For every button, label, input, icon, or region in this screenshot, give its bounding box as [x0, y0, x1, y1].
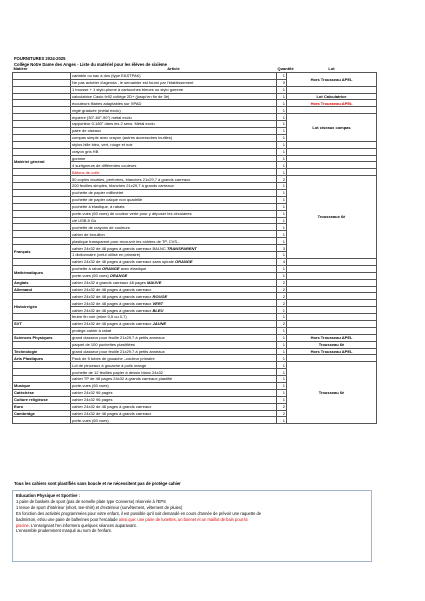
cell-matiere [13, 238, 71, 245]
cell-matiere [13, 100, 71, 107]
cell-lot: Trousseau 6è [287, 341, 377, 348]
cell-matiere: Catéchèse [13, 389, 71, 396]
text-segment: grand classeur pour feuille 21x29.7 à petits anneaux [72, 348, 165, 354]
eps-title: Education Physique et Sportive : [16, 493, 80, 498]
text-segment: cahier 24x32 de 48 pages à grands carreaux sans spirale [72, 259, 175, 265]
text-segment: paquet de 100 pochettes plastifiées [72, 341, 135, 347]
cell-quantite: 1 [277, 348, 287, 355]
cell-matiere: Matériel général [13, 155, 71, 169]
table-row [13, 258, 377, 265]
cell-matiere [13, 107, 71, 114]
text-segment: compas simple avec crayon (autres accessoires inutiles) [72, 135, 173, 141]
cell-quantite: 1 [277, 355, 287, 362]
table-row [13, 348, 377, 355]
table-row [13, 341, 377, 348]
cell-article [71, 162, 277, 169]
cell-quantite: 2 [277, 286, 287, 293]
cell-article [71, 245, 277, 252]
text-segment: 4 surligneurs de différentes couleurs [72, 162, 137, 168]
text-segment: grand classeur pour feuille 21x29.7 à petits anneaux [72, 335, 165, 341]
text-segment: cahier 24x32 de 48 pages à grands carreaux [72, 307, 153, 313]
cell-quantite: 1 [277, 128, 287, 135]
cell-quantite: 1 [277, 369, 287, 376]
table-row [13, 320, 377, 327]
cell-quantite: 2 [277, 293, 287, 300]
cell-lot [287, 272, 377, 279]
cell-article [71, 217, 277, 224]
cell-article [71, 224, 277, 231]
text-segment: cahier 24x32 de 48 pages à grands carreaux [72, 403, 152, 409]
cell-quantite: 1 [277, 265, 287, 272]
cell-article [71, 72, 277, 79]
text-segment: Pack de 5 tubes de gouache –couleur primaire [72, 355, 155, 361]
text-segment: clé USB 8 Go [72, 217, 97, 223]
cell-quantite: 1 [277, 307, 287, 314]
text-segment: plastique transparent pour recouvrir les cahiers de TP, CVS... [72, 238, 181, 244]
cell-matiere [13, 327, 71, 334]
cell-article [71, 417, 277, 424]
cell-matiere [13, 224, 71, 231]
cell-quantite: 1 [277, 141, 287, 148]
cell-quantite: 1 [277, 107, 287, 114]
cell-lot [287, 155, 377, 162]
text-segment: porte-vues (60 vues) [72, 383, 109, 389]
cell-article [71, 376, 277, 383]
text-segment: gomme [72, 155, 86, 161]
text-segment: crayon gris HB [72, 149, 99, 155]
cell-lot [287, 279, 377, 286]
text-segment: L'ensemble prudemment marqué au nom de l'enfant. [16, 528, 112, 534]
text-segment: avec élastique [119, 266, 147, 272]
cell-quantite: 1 [277, 183, 287, 190]
table-row [13, 334, 377, 341]
cell-matiere [13, 190, 71, 197]
cell-quantite: 2 [277, 410, 287, 417]
text-segment: pochette de papier calque non quadrillé [72, 197, 143, 203]
cell-article [71, 300, 277, 307]
cell-article [71, 155, 277, 162]
cell-quantite: 1 [277, 93, 287, 100]
cell-lot: Hors Trousseau APEL [287, 100, 377, 107]
text-segment: 1 trousse + 1 stylo-plume à cartouches bleues ou stylo gomme [72, 87, 184, 93]
cell-lot [287, 327, 377, 334]
cell-quantite: 1 [277, 224, 287, 231]
supplies-table [12, 66, 377, 424]
cell-article [71, 265, 277, 272]
text-segment: paire de ciseaux [72, 128, 102, 134]
cell-matiere: Mathématiques [13, 265, 71, 279]
eps-info-box [12, 490, 372, 562]
column-header-matiere: Matière [13, 66, 71, 72]
cell-quantite: 1 [277, 190, 287, 197]
cell-quantite: 1 [277, 376, 287, 383]
cell-article [71, 362, 277, 369]
text-segment: cahier 24x32 de 48 pages à grands carreaux BALNC [72, 245, 167, 251]
table-row [13, 176, 377, 183]
cell-quantite: 3 [277, 245, 287, 252]
table-row [13, 265, 377, 272]
text-segment: porte-vues (60 vues) de couleur verte pour y déposer les circulaires [72, 211, 192, 217]
text-segment: En fonction des activités programmées pour votre enfant, il est possible qu'il soit demandé en cours d'année de prévoir une raquette de [16, 510, 262, 516]
cell-article [71, 128, 277, 135]
cell-matiere [13, 293, 71, 300]
text-segment: cahier 24x32 de 48 pages à grands carreaux [72, 321, 153, 327]
cell-lot: Hors Trousseau APEL [287, 348, 377, 355]
cell-article [71, 396, 277, 403]
cell-quantite: 1 [277, 389, 287, 396]
text-segment: pochette de crayons de couleurs [72, 224, 130, 230]
column-header-article: Article [71, 66, 277, 72]
cell-matiere [13, 417, 71, 424]
text-segment: badminton, et/ou une paire de ballerines pour l'escalade [16, 516, 119, 522]
text-segment: ORANGE [109, 273, 128, 279]
cell-quantite: 1 [277, 272, 287, 279]
cell-article [71, 86, 277, 93]
text-segment: feutre fin noir (mine 0,5 ou 0,7) [72, 314, 127, 320]
eps-lines [16, 499, 368, 534]
cell-matiere: Arts Plastiques [13, 355, 71, 362]
cell-matiere: Technologie [13, 348, 71, 355]
text-segment: cahier 24x32 de 48 pages à grands carreaux [72, 300, 153, 306]
cell-quantite: 1 [277, 362, 287, 369]
text-segment: Lot de pinceaux à gouache à poils orange [72, 362, 147, 368]
cell-lot: Hors Trousseau APEL [287, 72, 377, 86]
cell-quantite: 2 [277, 300, 287, 307]
footer-note: Tous les cahiers sont plastifiés sans boucle et ne nécessitent pas de protège cahier [14, 481, 181, 486]
text-segment: ORANGE [102, 266, 120, 272]
cell-article [71, 279, 277, 286]
table-row [13, 293, 377, 300]
cell-matiere [13, 362, 71, 369]
text-segment: MAUVE [146, 279, 162, 285]
cell-lot: Hors Trousseau APEL [287, 334, 377, 341]
cell-quantite: 1 [277, 341, 287, 348]
cell-quantite: 1 [277, 72, 287, 79]
cell-article [71, 314, 277, 321]
text-segment: 1 dictionnaire (celui utilisé en primaire) [72, 252, 141, 258]
cell-matiere: Culture religieuse [13, 396, 71, 403]
table-row [13, 286, 377, 293]
text-segment: 200 feuilles simples, blanches 21x29,7 à grands carreaux [72, 183, 174, 189]
cell-article [71, 79, 277, 86]
cell-lot: Lot Calculatrice [287, 93, 377, 100]
cell-matiere [13, 169, 71, 176]
text-segment: calculatrice Casio fx92 collège 2D+ (jusqu'en fin de 3è) [72, 93, 170, 99]
cell-article [71, 190, 277, 197]
text-segment: protège cahier à rabat [72, 328, 112, 334]
text-segment: Bâtons de colle [72, 169, 100, 175]
cell-article [71, 169, 277, 176]
supplies-table-body [13, 72, 377, 423]
cell-lot [287, 286, 377, 293]
cell-article [71, 203, 277, 210]
text-segment: ainsi que: une paire de lunettes, un bonnet et un maillot de bain pour la [118, 516, 248, 522]
cell-article [71, 389, 277, 396]
cell-matiere [13, 196, 71, 203]
cell-article [71, 258, 277, 265]
cell-lot: Lot ciseaux compas [287, 114, 377, 142]
cell-article [71, 348, 277, 355]
cell-quantite: 1 [277, 134, 287, 141]
cell-lot [287, 86, 377, 93]
cell-matiere [13, 258, 71, 265]
text-segment: porte-vues (60 vues) [72, 417, 109, 423]
cell-article [71, 307, 277, 314]
cell-quantite: 1 [277, 114, 287, 121]
column-header-quantite: Quantité [277, 66, 294, 72]
document-title: FOURNITURES 2024-2025 [14, 56, 66, 61]
cell-lot [287, 265, 377, 272]
cell-article [71, 93, 277, 100]
table-row [13, 100, 377, 107]
text-segment: cartable ou sac à dos (type EASTPAK) [72, 73, 141, 79]
cell-matiere [13, 114, 71, 121]
text-segment: cahier 24x32 96 pages [72, 390, 113, 396]
cell-article [71, 148, 277, 155]
cell-matiere [13, 341, 71, 348]
cell-article [71, 134, 277, 141]
table-row [13, 148, 377, 155]
table-row [13, 355, 377, 362]
cell-quantite: 1 [277, 162, 287, 169]
cell-article [71, 293, 277, 300]
cell-matiere [13, 121, 71, 128]
text-segment: pochette à élastique, à rabats [72, 204, 125, 210]
table-row [13, 169, 377, 176]
text-segment: stylos bille bleu, vert, rouge et noir [72, 142, 133, 148]
cell-matiere [13, 134, 71, 141]
cell-matiere [13, 176, 71, 183]
cell-lot [287, 141, 377, 148]
cell-quantite: 1 [277, 217, 287, 224]
cell-lot [287, 320, 377, 327]
cell-matiere [13, 314, 71, 321]
cell-article [71, 176, 277, 183]
text-segment: écouteurs filaires adaptables sur l'IPAD [72, 100, 142, 106]
table-row [13, 72, 377, 79]
cell-matiere: Musique [13, 382, 71, 389]
cell-quantite: 1 [277, 252, 287, 259]
cell-matiere [13, 141, 71, 148]
table-row [13, 300, 377, 307]
cell-quantite: 1 [277, 396, 287, 403]
cell-article [71, 238, 277, 245]
cell-article [71, 320, 277, 327]
cell-quantite: 1 [277, 334, 287, 341]
cell-matiere: Sciences Physiques [13, 334, 71, 341]
cell-quantite: 1 [277, 327, 287, 334]
cell-quantite: 1 [277, 121, 287, 128]
cell-matiere [13, 183, 71, 190]
table-row [13, 362, 377, 369]
cell-quantite: 1 [277, 86, 287, 93]
cell-article [71, 327, 277, 334]
cell-quantite: 1 [277, 169, 287, 176]
text-segment: règle graduée (métal exclu) [72, 107, 121, 113]
cell-article [71, 121, 277, 128]
cell-article [71, 272, 277, 279]
cell-quantite: 2 [277, 176, 287, 183]
cell-lot [287, 258, 377, 265]
text-segment: cahier de brouillon [72, 231, 105, 237]
cell-lot [287, 314, 377, 321]
cell-lot: Trousseau 6è [287, 362, 377, 424]
cell-article [71, 341, 277, 348]
cell-matiere [13, 376, 71, 383]
cell-quantite: 1 [277, 100, 287, 107]
table-row [13, 279, 377, 286]
cell-quantite: 1 [277, 210, 287, 217]
cell-matiere: Histoire/géo [13, 300, 71, 314]
cell-article [71, 141, 277, 148]
text-segment: 50 copies doubles, perforées, blanches 21x29,7 à grands carreaux [72, 176, 191, 182]
text-segment: cahier TP de 48 pages 24x32 à grands carreaux plastifié [72, 376, 173, 382]
cell-article [71, 107, 277, 114]
cell-quantite: 1 [277, 231, 287, 238]
cell-lot [287, 300, 377, 307]
cell-quantite: 2 [277, 279, 287, 286]
cell-article [71, 100, 277, 107]
text-segment: L'enseignant l'en informera quelques séances auparavant. [29, 522, 137, 528]
eps-line [16, 528, 368, 534]
cell-article [71, 403, 277, 410]
cell-quantite: 1 [277, 238, 287, 245]
cell-article [71, 382, 277, 389]
cell-matiere [13, 86, 71, 93]
cell-matiere: Allemand [13, 286, 71, 293]
table-row [13, 93, 377, 100]
text-segment: TRANSPARENT [166, 245, 197, 251]
cell-quantite: 1 [277, 155, 287, 162]
cell-quantite: 1 [277, 196, 287, 203]
cell-article [71, 252, 277, 259]
text-segment: pochette à rabat [72, 266, 103, 272]
cell-matiere [13, 72, 71, 79]
cell-quantite: 0 [277, 79, 287, 86]
cell-quantite: 4 [277, 258, 287, 265]
cell-matiere: Euro [13, 403, 71, 410]
cell-article [71, 114, 277, 121]
table-row [13, 314, 377, 321]
cell-matiere: SVT [13, 320, 71, 327]
text-segment: JAUNE [152, 321, 167, 327]
cell-lot [287, 162, 377, 169]
cell-matiere [13, 148, 71, 155]
cell-lot: Trousseaux 6è [287, 176, 377, 259]
text-segment: ROUGE [152, 293, 168, 299]
text-segment: piscine. [16, 522, 30, 528]
cell-lot [287, 293, 377, 300]
cell-matiere [13, 369, 71, 376]
table-row [13, 114, 377, 121]
cell-article [71, 231, 277, 238]
text-segment: cahier 24x32 de 48 pages à grands carreaux [72, 410, 152, 416]
cell-article [71, 210, 277, 217]
text-segment: ORANGE [174, 259, 193, 265]
cell-quantite: 1 [277, 382, 287, 389]
cell-lot [287, 307, 377, 314]
cell-matiere [13, 217, 71, 224]
cell-article [71, 355, 277, 362]
text-segment: 1 tenue de sport d'intérieur (short, tee-shirt) et d'extérieur (survêtement, vêtement de pluies) [16, 504, 183, 510]
text-segment: cahier 24x32 de 48 pages à grands carreaux [72, 286, 152, 292]
text-segment: cahier 24x32 96 pages [72, 397, 113, 403]
cell-matiere [13, 93, 71, 100]
cell-quantite: 1 [277, 148, 287, 155]
cell-quantite: 1 [277, 417, 287, 424]
text-segment: rapporteur 0-180° dans les 2 sens. Métal exclu [72, 121, 155, 127]
text-segment: VERT [152, 300, 164, 306]
cell-quantite: 2 [277, 403, 287, 410]
cell-article [71, 183, 277, 190]
document-subtitle: Collège Notre Dame des Anges - Liste du matériel pour les élèves de sixième [14, 62, 167, 67]
text-segment: Ne pas acheter d'agenda , le semainier est fourni par l'établissement [72, 80, 194, 86]
cell-lot [287, 107, 377, 114]
cell-matiere: Cambridge [13, 410, 71, 417]
text-segment: 1 paire de baskets de sport (pas de semelle plate type Converse) réservée à l'EPS [16, 498, 166, 504]
cell-quantite: 1 [277, 203, 287, 210]
table-row [13, 107, 377, 114]
column-header-lot: Lot [287, 66, 377, 72]
cell-article [71, 286, 277, 293]
text-segment: pochette de papier millimétré [72, 190, 124, 196]
cell-article [71, 369, 277, 376]
cell-quantite: 2 [277, 320, 287, 327]
cell-article [71, 196, 277, 203]
table-row [13, 327, 377, 334]
table-row [13, 141, 377, 148]
text-segment: cahier 24x32 à grands carreaux 48 pages [72, 279, 147, 285]
cell-matiere [13, 203, 71, 210]
cell-lot [287, 148, 377, 155]
cell-matiere [13, 210, 71, 217]
cell-quantite: 1 [277, 314, 287, 321]
cell-article [71, 334, 277, 341]
text-segment: pochette de 12 feuilles papier à dessin blanc 24x32 [72, 369, 163, 375]
cell-matiere: Anglais [13, 279, 71, 286]
text-segment: cahier 24x32 de 48 pages à grands carreaux [72, 293, 153, 299]
cell-lot [287, 169, 377, 176]
cell-matiere [13, 231, 71, 238]
text-segment: équerre (30°-60°-90°) métal exclu [72, 114, 132, 120]
cell-matiere [13, 128, 71, 135]
cell-matiere [13, 79, 71, 86]
text-segment: porte-vues (60 vues) [72, 273, 110, 279]
table-row [13, 86, 377, 93]
text-segment: BLEU [152, 307, 164, 313]
cell-lot [287, 355, 377, 362]
cell-matiere: Français [13, 245, 71, 259]
cell-article [71, 410, 277, 417]
table-row [13, 155, 377, 162]
